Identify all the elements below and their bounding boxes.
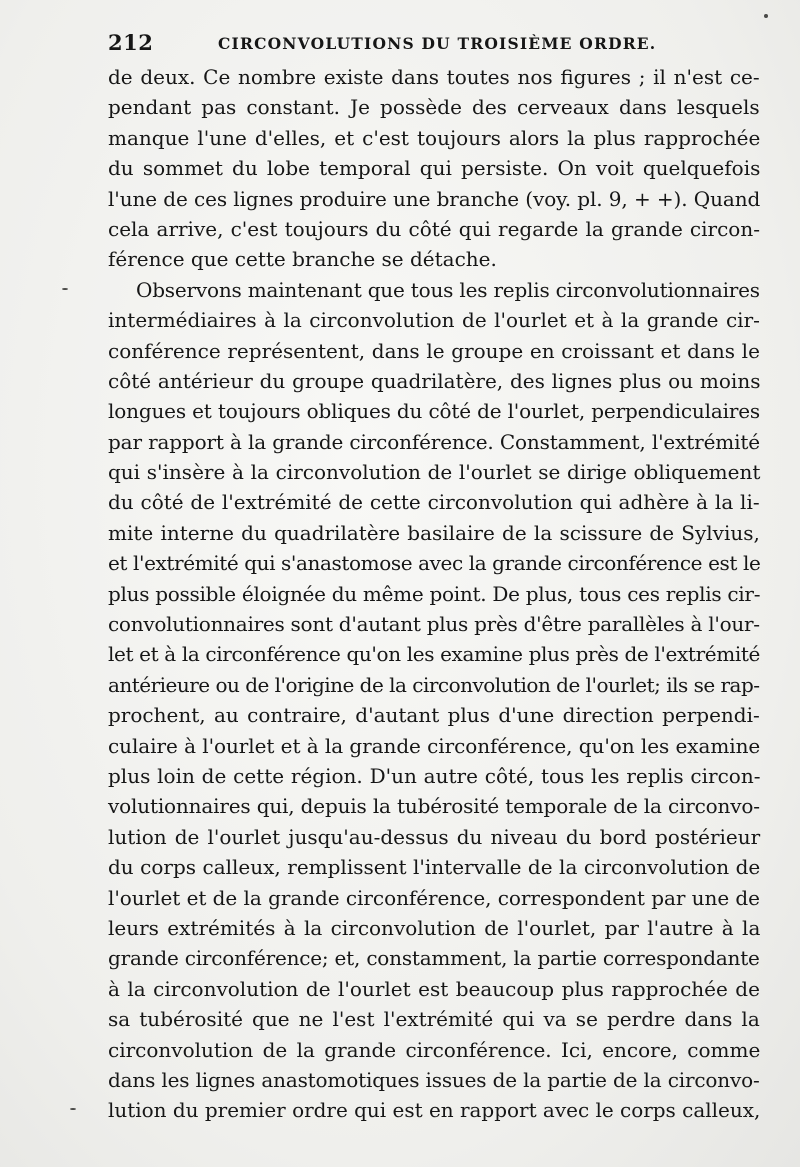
text-line: de deux. Ce nombre existe dans toutes nos figures ; il n'est ce- <box>108 65 760 89</box>
text-line: longues et toujours obliques du côté de l'ourlet, perpendiculaires <box>108 399 760 424</box>
text-line: du sommet du lobe temporal qui persiste. On voit quelquefois <box>108 156 761 181</box>
text-line: grande circonférence; et, constamment, la partie correspondante <box>108 946 760 971</box>
text-line: mite interne du quadrilatère basilaire de la scissure de Sylvius, <box>108 520 760 545</box>
text-line: conférence représentent, dans le groupe en croissant et dans le <box>108 338 760 363</box>
text-line: côté antérieur du groupe quadrilatère, des lignes plus ou moins <box>108 368 761 393</box>
text-line: leurs extrémités à la circonvolution de l'ourlet, par l'autre à la <box>108 915 761 940</box>
paper-speck <box>764 14 768 18</box>
paper-speck <box>62 288 68 290</box>
text-line: lution du premier ordre qui est en rapport avec le corps calleux, <box>108 1098 761 1123</box>
text-line: plus loin de cette région. D'un autre côté, tous les replis circon- <box>108 763 761 788</box>
text-line: du côté de l'extrémité de cette circonvolution qui adhère à la li- <box>108 490 760 515</box>
text-line: par rapport à la grande circonférence. Constamment, l'extrémité <box>108 429 760 454</box>
text-line: et l'extrémité qui s'anastomose avec la grande circonférence est le <box>108 551 761 576</box>
text-line: l'une de ces lignes produire une branche (voy. pl. 9, + +). Quand <box>108 186 761 211</box>
text-line: lution de l'ourlet jusqu'au-dessus du niveau du bord postérieur <box>108 824 761 849</box>
text-line: convolutionnaires sont d'autant plus près d'être parallèles à l'our- <box>108 612 760 637</box>
text-line: pendant pas constant. Je possède des cerveaux dans lesquels <box>108 95 760 120</box>
running-title: CIRCONVOLUTIONS DU TROISIÈME ORDRE. <box>218 34 657 53</box>
text-line: intermédiaires à la circonvolution de l'ourlet et à la grande cir- <box>108 308 760 333</box>
text-line: qui s'insère à la circonvolution de l'ourlet se dirige obliquement <box>108 460 761 485</box>
page-header <box>108 30 748 60</box>
text-line: prochent, au contraire, d'autant plus d'une direction perpendi- <box>108 703 760 728</box>
text-line: cela arrive, c'est toujours du côté qui regarde la grande circon- <box>108 216 760 241</box>
text-line: culaire à l'ourlet et à la grande circonférence, qu'on les examine <box>108 733 761 758</box>
text-line: circonvolution de la grande circonférence. Ici, encore, comme <box>108 1037 761 1062</box>
paragraph-start-line: Observons maintenant que tous les replis circonvolutionnaires <box>136 277 760 302</box>
body-text <box>108 62 760 1126</box>
text-line: volutionnaires qui, depuis la tubérosité temporale de la circonvo- <box>108 794 760 819</box>
text-line: à la circonvolution de l'ourlet est beaucoup plus rapprochée de <box>108 976 760 1001</box>
text-line: sa tubérosité que ne l'est l'extrémité qui va se perdre dans la <box>108 1007 760 1032</box>
text-line: dans les lignes anastomotiques issues de la partie de la circonvo- <box>108 1067 760 1092</box>
page-number: 212 <box>108 30 154 55</box>
text-line: antérieure ou de l'origine de la circonvolution de l'ourlet; ils se rap- <box>108 672 760 697</box>
paper-speck <box>70 1108 76 1110</box>
text-line: l'ourlet et de la grande circonférence, correspondent par une de <box>108 885 760 910</box>
text-line: manque l'une d'elles, et c'est toujours alors la plus rapprochée <box>108 125 761 150</box>
text-line: plus possible éloignée du même point. De plus, tous ces replis cir- <box>108 581 761 606</box>
text-line: let et à la circonférence qu'on les examine plus près de l'extrémité <box>108 642 760 667</box>
text-line: férence que cette branche se détache. <box>108 247 497 272</box>
text-line: du corps calleux, remplissent l'intervalle de la circonvolution de <box>108 855 761 880</box>
